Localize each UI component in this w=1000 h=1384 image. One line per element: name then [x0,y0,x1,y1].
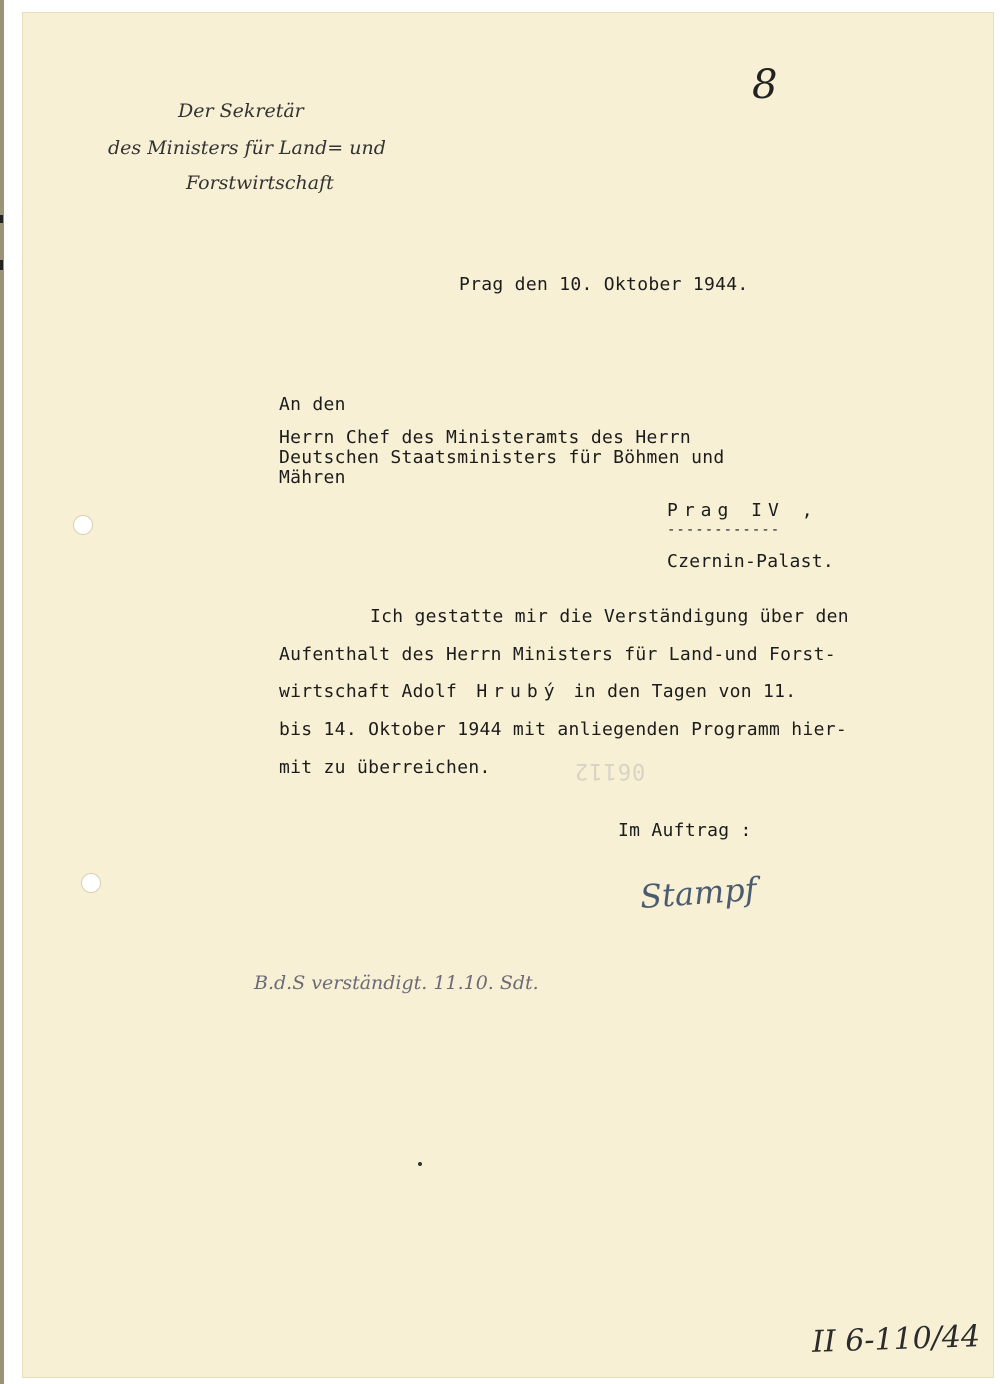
signature: Stampf [638,869,758,917]
faded-stamp-number: 06112 [574,758,646,783]
punch-hole-top [74,516,92,534]
punch-hole-bottom [82,874,100,892]
body-line-4: bis 14. Oktober 1944 mit anliegenden Programm hier- [279,719,847,740]
ink-dot [418,1162,422,1166]
body-line-3-end: in den Tagen von 11. [573,681,797,702]
body-line-3-start: wirtschaft Adolf [279,681,458,702]
letterhead-line-1: Der Sekretär [178,100,304,122]
recipient-salutation: An den [279,394,346,415]
pencil-note: B.d.S verständigt. 11.10. Sdt. [254,972,539,994]
letterhead-line-2: des Ministers für Land= und [108,137,386,159]
page-number: 8 [752,62,778,108]
minister-name: Hrubý [476,681,561,702]
date-line: Prag den 10. Oktober 1944. [459,274,749,295]
recipient-city: Prag IV , [667,500,819,521]
closing-line: Im Auftrag : [618,820,752,841]
recipient-line-2: Deutschen Staatsministers für Böhmen und [279,447,725,468]
recipient-building: Czernin-Palast. [667,551,835,572]
file-reference: II 6-110/44 [811,1319,981,1360]
body-line-3 [279,681,796,702]
letterhead-line-3: Forstwirtschaft [186,172,334,194]
recipient-line-3: Mähren [279,467,346,488]
body-line-2: Aufenthalt des Herrn Ministers für Land-und Forst- [279,644,836,665]
body-line-5: mit zu überreichen. [279,757,491,778]
recipient-city-underline: ------------ [667,522,781,538]
recipient-line-1: Herrn Chef des Ministeramts des Herrn [279,427,692,448]
scan-edge [0,0,4,1384]
body-line-1: Ich gestatte mir die Verständigung über den [370,606,849,627]
letter-page [22,12,994,1378]
